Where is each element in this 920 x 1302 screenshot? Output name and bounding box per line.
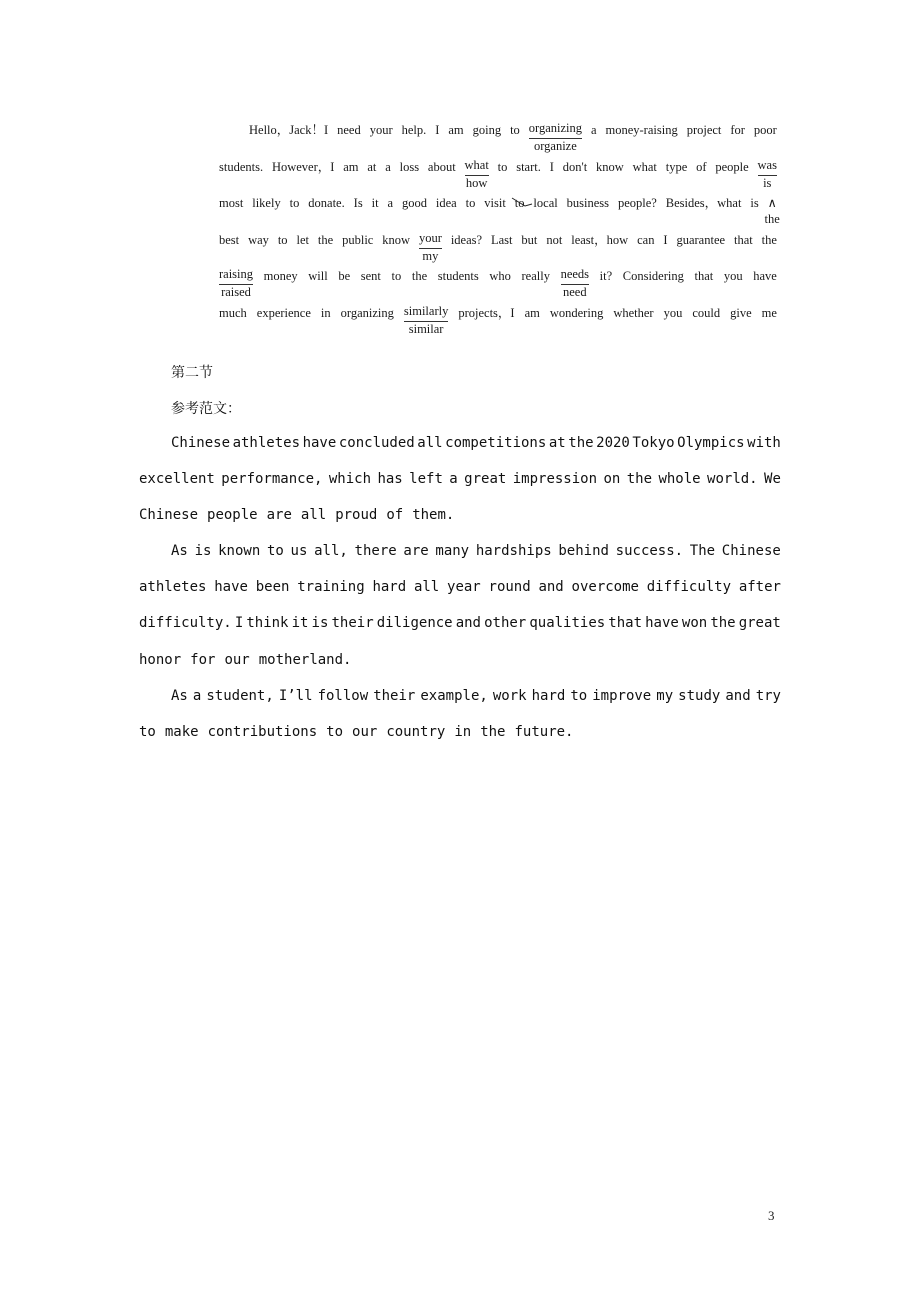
error-word: similarly similar <box>403 304 449 336</box>
error-word: what how <box>464 158 489 190</box>
correction-word: how <box>465 176 488 190</box>
error-word: needs need <box>560 267 590 299</box>
essay-label: 参考范文： <box>171 401 241 417</box>
correction-line-3: most likely to donate. Is it a good idea to visit to local business people? Besides，what is ∧ the <box>219 196 780 226</box>
correction-word: raised <box>221 285 251 299</box>
correction-line-5: raising raised money will be sent to the students who really needs need it? Considering that you have <box>219 267 777 299</box>
error-word: your my <box>418 231 442 263</box>
correction-line-4: best way to let the public know your my ideas? Last but not least，how can I guarantee that the <box>219 231 777 263</box>
essay-line: Chinese athletes have concluded all competitions at the 2020 Tokyo Olympics with <box>171 435 781 451</box>
correction-line-1: Hello，Jack！I need your help. I am going to organizing organize a money-raising project for poor <box>249 121 777 153</box>
correction-word: my <box>422 249 439 263</box>
correction-line-2: students. However，I am at a loss about what how to start. I don't know what type of people was is <box>219 158 777 190</box>
correction-word: need <box>562 285 587 299</box>
essay-line: excellent performance, which has left a great impression on the whole world. We <box>139 471 781 487</box>
essay-line: difficulty. I think it is their diligence and other qualities that have won the great <box>139 615 781 631</box>
essay-line: athletes have been training hard all year round and overcome difficulty after <box>139 579 781 595</box>
essay-line: honor for our motherland. <box>139 652 352 668</box>
deleted-word: to <box>515 194 525 212</box>
correction-line-6: much experience in organizing similarly similar projects，I am wondering whether you could give me <box>219 304 777 336</box>
essay-line: As a student, I’ll follow their example, work hard to improve my study and try <box>171 688 781 704</box>
section-heading: 第二节 <box>171 365 213 381</box>
error-word: organizing organize <box>528 121 582 153</box>
page-number: 3 <box>768 1208 775 1223</box>
insertion-caret-icon: ∧ the <box>764 196 780 226</box>
deletion-slash-icon <box>511 195 533 209</box>
correction-word: organize <box>533 139 577 153</box>
inserted-word: the <box>764 212 780 226</box>
essay-line: Chinese people are all proud of them. <box>139 507 455 523</box>
error-word: raising raised <box>219 267 254 299</box>
error-word: was is <box>757 158 777 190</box>
correction-word: similar <box>408 322 444 336</box>
essay-line: As is known to us all, there are many hardships behind success. The Chinese <box>171 543 781 559</box>
correction-word: is <box>763 176 772 190</box>
essay-line: to make contributions to our country in the future. <box>139 724 574 740</box>
